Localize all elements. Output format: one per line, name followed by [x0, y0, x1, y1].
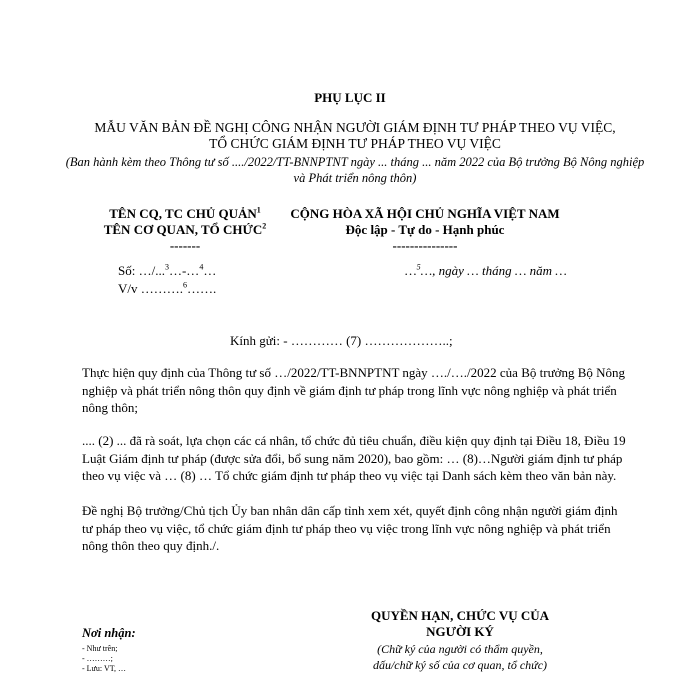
document-date: …$^5$…, ngày … tháng … năm …: [405, 262, 567, 278]
agency-divider: -------: [169, 238, 201, 253]
document-title: [60, 120, 650, 152]
document-title-line2: TỔ CHỨC GIÁM ĐỊNH TƯ PHÁP THEO VỤ VIỆC: [209, 136, 501, 151]
appendix-heading: PHỤ LỤC II: [314, 90, 386, 105]
recipient-item: - ………;: [82, 654, 113, 663]
issuance-note: (Ban hành kèm theo Thông tư số ..../2022/TT-BNNPTNT ngày ... tháng ... năm 2022 của Bộ trưởng Bộ Nông nghiệp và Phát triển nông thôn): [65, 155, 645, 185]
recipient-item: - Lưu: VT, …: [82, 664, 127, 673]
paragraph-request: Đề nghị Bộ trưởng/Chủ tịch Ủy ban nhân dân cấp tỉnh xem xét, quyết định công nhận người giám định tư pháp theo vụ việc, tổ chức giám định tư pháp theo vụ việc trong lĩnh vực nông nghiệp và phát triển nông thôn theo quy định./.: [82, 503, 618, 553]
signature-note-line2: dấu/chữ ký số của cơ quan, tổ chức): [372, 658, 548, 672]
signer-title-line2: NGƯỜI KÝ: [426, 624, 494, 639]
national-motto: Độc lập - Tự do - Hạnh phúc: [345, 222, 505, 237]
recipient-item: - Như trên;: [82, 644, 118, 653]
nation-name: CỘNG HÒA XÃ HỘI CHỦ NGHĨA VIỆT NAM: [290, 206, 560, 221]
national-heading: [270, 206, 580, 254]
recipients-title: Nơi nhận:: [82, 626, 136, 640]
signature-note: [330, 641, 590, 673]
signer-title-line1: QUYỀN HẠN, CHỨC VỤ CỦA: [370, 608, 550, 623]
paragraph-basis: Thực hiện quy định của Thông tư số …/2022/TT-BNNPTNT ngày …./…./2022 của Bộ trưởng Bộ Nông nghiệp và phát triển nông thôn quy định về giám định tư pháp trong lĩnh vực nông nghiệp và phát triển nông thôn;: [82, 365, 626, 415]
agency-parent: TÊN CQ, TC CHỦ QUẢN$^1$: [109, 205, 261, 221]
paragraph-review: .... (2) ... đã rà soát, lựa chọn các cá nhân, tổ chức đủ tiêu chuẩn, điều kiện quy định tại Điều 18, Điều 19 Luật Giám định tư pháp (được sửa đổi, bổ sung năm 2020), bao gồm: … (8)…Người giám định tư pháp theo vụ việc và … (8) … Tổ chức giám định tư pháp theo vụ việc tại Danh sách kèm theo văn bản này.: [82, 433, 626, 483]
greeting: Kính gửi: - ………… (7) ………………..;: [230, 333, 453, 348]
document-number: Số: …/...$^3$…-…$^4$…: [118, 262, 217, 278]
agency-name: TÊN CƠ QUAN, TỔ CHỨC$^2$: [103, 221, 267, 237]
agency-block: [90, 206, 280, 254]
signer-title: [330, 608, 590, 640]
document-subject: V/v ……….$^6$…….: [118, 280, 217, 296]
national-divider: ---------------: [392, 238, 458, 253]
document-title-line1: MẪU VĂN BẢN ĐỀ NGHỊ CÔNG NHẬN NGƯỜI GIÁM ĐỊNH TƯ PHÁP THEO VỤ VIỆC,: [94, 120, 616, 135]
signature-note-line1: (Chữ ký của người có thẩm quyền,: [377, 642, 543, 656]
